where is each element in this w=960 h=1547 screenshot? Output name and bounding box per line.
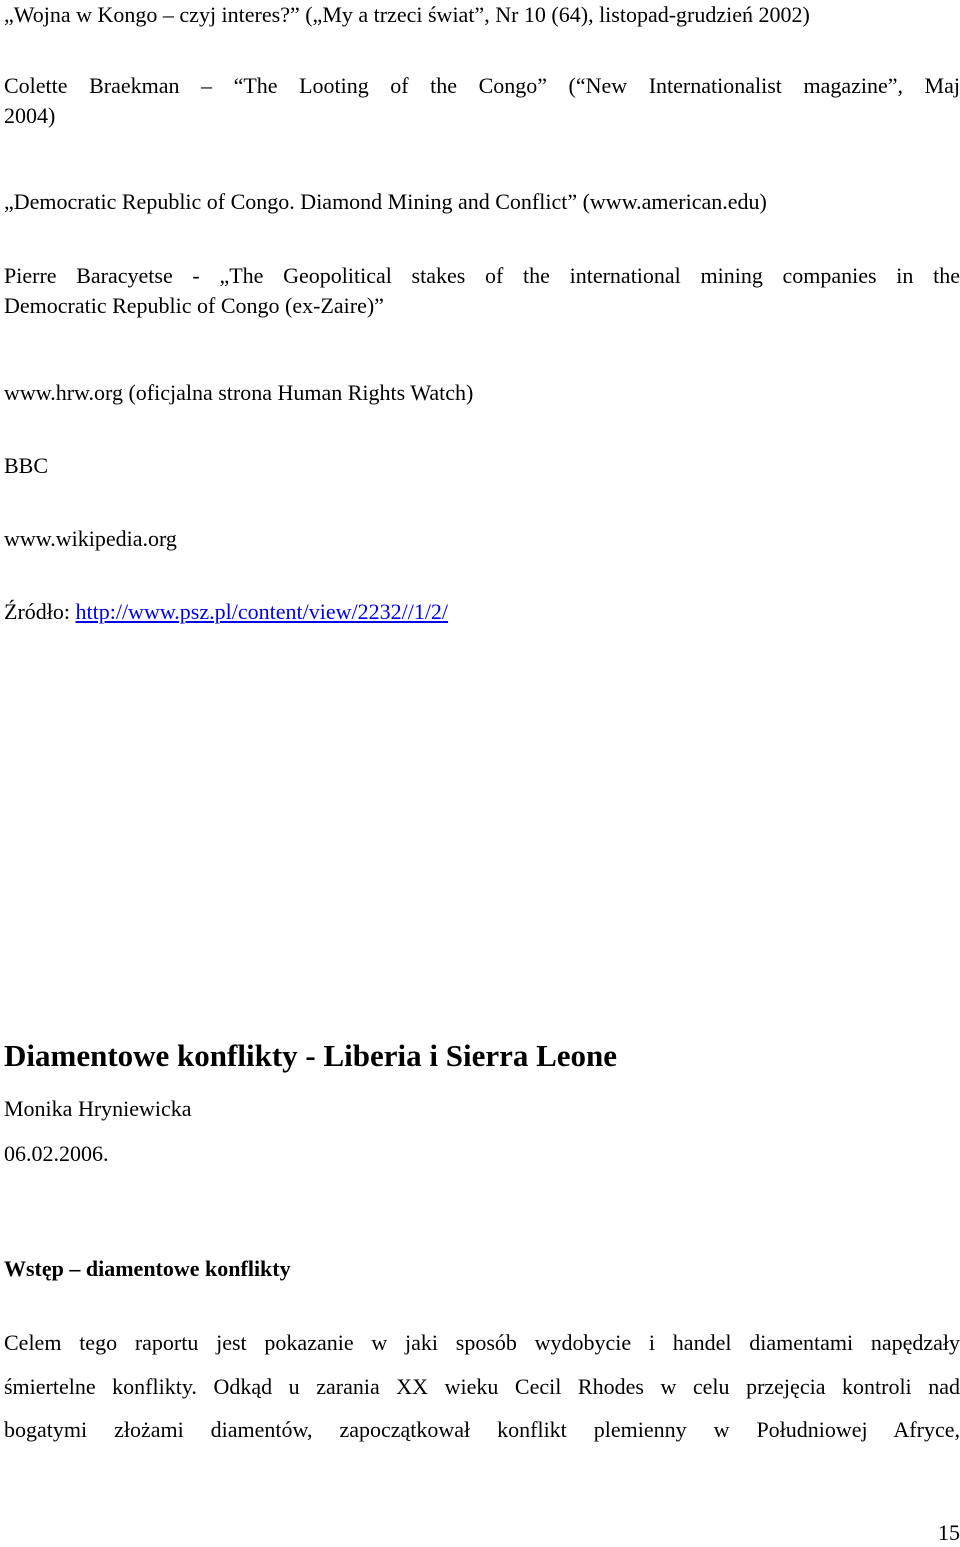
reference-baracyetse-line2: Democratic Republic of Congo (ex-Zaire)”	[4, 293, 384, 318]
source-link[interactable]: http://www.psz.pl/content/view/2232//1/2/	[75, 599, 449, 624]
reference-hrw: www.hrw.org (oficjalna strona Human Rights Watch)	[4, 380, 474, 405]
reference-baracyetse	[4, 261, 960, 321]
reference-braekman-line2: 2004)	[4, 103, 56, 128]
section-paragraph-line2: śmiertelne konflikty. Odkąd u zarania XX wieku Cecil Rhodes w celu przejęcia kontroli nad	[4, 1374, 960, 1399]
article-date: 06.02.2006.	[4, 1141, 109, 1166]
section-paragraph	[4, 1328, 960, 1445]
source-line	[4, 597, 448, 627]
page-number: 15	[938, 1520, 960, 1545]
source-label: Źródło:	[4, 599, 76, 624]
reference-wojna-w-kongo: „Wojna w Kongo – czyj interes?” („My a trzeci świat”, Nr 10 (64), listopad-grudzień 2002)	[4, 2, 810, 27]
reference-baracyetse-line1: Pierre Baracyetse - „The Geopolitical stakes of the international mining companies in the	[4, 263, 960, 288]
article-author: Monika Hryniewicka	[4, 1096, 192, 1121]
section-paragraph-line3: bogatymi złożami diamentów, zapoczątkował konflikt plemienny w Południowej Afryce,	[4, 1417, 960, 1442]
reference-wikipedia: www.wikipedia.org	[4, 526, 177, 551]
reference-bbc: BBC	[4, 453, 49, 478]
reference-braekman-line1: Colette Braekman – “The Looting of the Congo” (“New Internationalist magazine”, Maj	[4, 73, 960, 98]
section-heading: Wstęp – diamentowe konflikty	[4, 1256, 291, 1281]
article-title: Diamentowe konflikty - Liberia i Sierra Leone	[4, 1038, 618, 1073]
section-paragraph-line1: Celem tego raportu jest pokazanie w jaki sposób wydobycie i handel diamentami napędzały	[4, 1330, 960, 1355]
reference-american-edu: „Democratic Republic of Congo. Diamond Mining and Conflict” (www.american.edu)	[4, 189, 767, 214]
reference-braekman	[4, 71, 960, 131]
